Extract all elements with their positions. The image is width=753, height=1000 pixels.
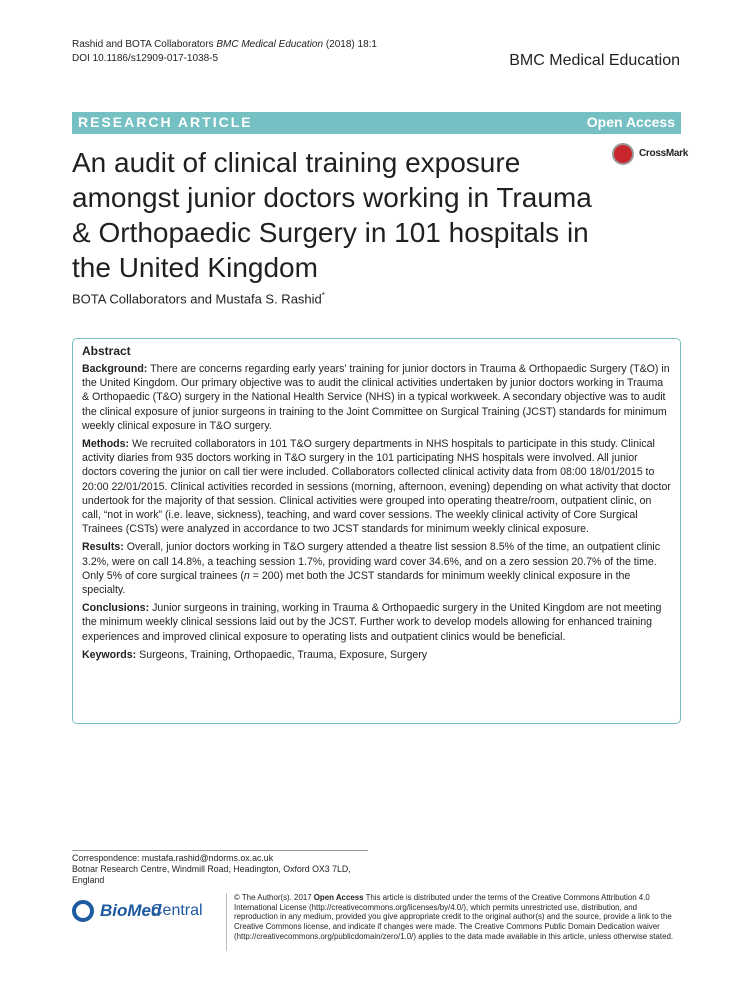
license-open-access: Open Access bbox=[313, 893, 364, 902]
methods-label: Methods: bbox=[82, 438, 130, 451]
license-prefix: © The Author(s). 2017 bbox=[234, 893, 314, 902]
open-access-label: Open Access bbox=[586, 114, 675, 130]
background-text: There are concerns regarding early years’ training for junior doctors in Trauma & Orthopaedic Surgery (T&O) in the United Kingdom. Our primary objective was to audit the clinical activities undertaken by junior doctors working in Trauma & Orthopaedic (T&O) surgery in the National Health Service (NHS) in a typical workweek. A secondary objective was to audit the clinical exposure of junior surgeons in training to the Joint Committee on Surgical Training (JCST) standards for minimum weekly clinical exposure in T&O surgery. bbox=[82, 363, 670, 432]
footnote-divider bbox=[72, 850, 368, 851]
results-paragraph bbox=[82, 540, 671, 597]
crossmark-icon bbox=[612, 143, 634, 165]
address-line-2: England bbox=[72, 875, 105, 885]
article-type: RESEARCH ARTICLE bbox=[78, 114, 253, 130]
methods-paragraph bbox=[82, 437, 671, 536]
article-title: An audit of clinical training exposure amongst junior doctors working in Trauma & Orthopaedic Surgery in 101 hospitals in the United Kingdom bbox=[72, 147, 592, 283]
address-line-1: Botnar Research Centre, Windmill Road, Headington, Oxford OX3 7LD, bbox=[72, 864, 351, 874]
journal-name: BMC Medical Education bbox=[509, 52, 680, 69]
authors: BOTA Collaborators and Mustafa S. Rashid bbox=[72, 291, 322, 307]
license-statement bbox=[226, 893, 681, 951]
keywords-label: Keywords: bbox=[82, 648, 137, 661]
citation-journal: BMC Medical Education bbox=[216, 39, 324, 50]
correspondence-note bbox=[72, 853, 351, 886]
results-text-after: = 200) met both the JCST standards for minimum weekly clinical exposure in the specialty. bbox=[82, 569, 631, 597]
correspondence-email[interactable]: Correspondence: mustafa.rashid@ndorms.ox.ac.uk bbox=[72, 853, 274, 863]
license-text: This article is distributed under the terms of the Creative Commons Attribution 4.0 International License (http://creativecommons.org/licenses/by/4.0/), which permits unrestricted use, distribution, and reproduction in any medium, provided you give appropriate credit to the original author(s) and the source, provide a link to the Creative Commons license, and indicate if changes were made. The Creative Commons Public Domain Dedication waiver (http://creativecommons.org/publicdomain/zero/1.0/) applies to the data made available in this article, unless otherwise stated. bbox=[234, 893, 674, 941]
author-list bbox=[72, 291, 325, 306]
background-paragraph bbox=[82, 362, 671, 433]
results-n: n bbox=[243, 569, 250, 582]
crossmark-label: CrossMark bbox=[639, 148, 688, 159]
abstract-box bbox=[72, 338, 681, 724]
biomed-circle-icon bbox=[72, 900, 94, 922]
conclusions-label: Conclusions: bbox=[82, 602, 150, 615]
keywords-text: Surgeons, Training, Orthopaedic, Trauma, Exposure, Surgery bbox=[139, 648, 428, 661]
results-label: Results: bbox=[82, 541, 124, 554]
citation-header bbox=[72, 38, 377, 66]
crossmark-badge[interactable] bbox=[612, 143, 687, 167]
abstract-heading: Abstract bbox=[82, 344, 131, 358]
author-mark: * bbox=[321, 291, 325, 300]
results-text-before: Overall, junior doctors working in T&O surgery attended a theatre list session 8.5% of the time, an outpatient clinic 3.2%, were on call 14.8%, a teaching session 1.7%, providing ward cover 34.6%, and on a zero session 20.7% of the time. Only 5% of core surgical trainees ( bbox=[82, 541, 661, 582]
conclusions-text: Junior surgeons in training, working in Trauma & Orthopaedic surgery in the United Kingdom are not meeting the minimum weekly clinical sessions laid out by the JCST. Further work to develop models allowing for enhanced training experiences and improved clinical exposure to operating lists and outpatient clinics would be beneficial. bbox=[82, 602, 662, 643]
background-label: Background: bbox=[82, 363, 148, 375]
biomed-central-logo bbox=[72, 898, 217, 928]
methods-text: We recruited collaborators in 101 T&O surgery departments in NHS hospitals to participate in this study. Clinical activity diaries from 935 doctors working in T&O surgery in the 101 participating NHS hospitals were involved. All junior doctors covering the junior on call tier were included. Collaborators collected clinical activity data from 08:00 18/01/2015 to 20:00 22/01/2015. Clinical activities recorded in sessions (morning, afternoon, evening) depending on what activity that doctor undertook for the majority of that session. Clinical activities were grouped into operating theatre/room, outpatient clinic, on call, “not in work” (i.e. leave, sickness), teaching, and ward cover sessions. The weekly clinical activity of Core Surgical Trainees (CSTs) were analyzed in accordance to two JCST standards for minimum weekly clinical exposure. bbox=[82, 438, 671, 536]
article-banner bbox=[72, 112, 681, 134]
citation-issue: (2018) 18:1 bbox=[325, 39, 377, 50]
keywords-paragraph bbox=[82, 648, 671, 662]
doi[interactable]: DOI 10.1186/s12909-017-1038-5 bbox=[72, 53, 219, 64]
conclusions-paragraph bbox=[82, 601, 671, 644]
logo-bio: BioMed bbox=[100, 901, 162, 920]
citation-authors: Rashid and BOTA Collaborators bbox=[72, 39, 214, 50]
logo-central: Central bbox=[151, 902, 203, 919]
